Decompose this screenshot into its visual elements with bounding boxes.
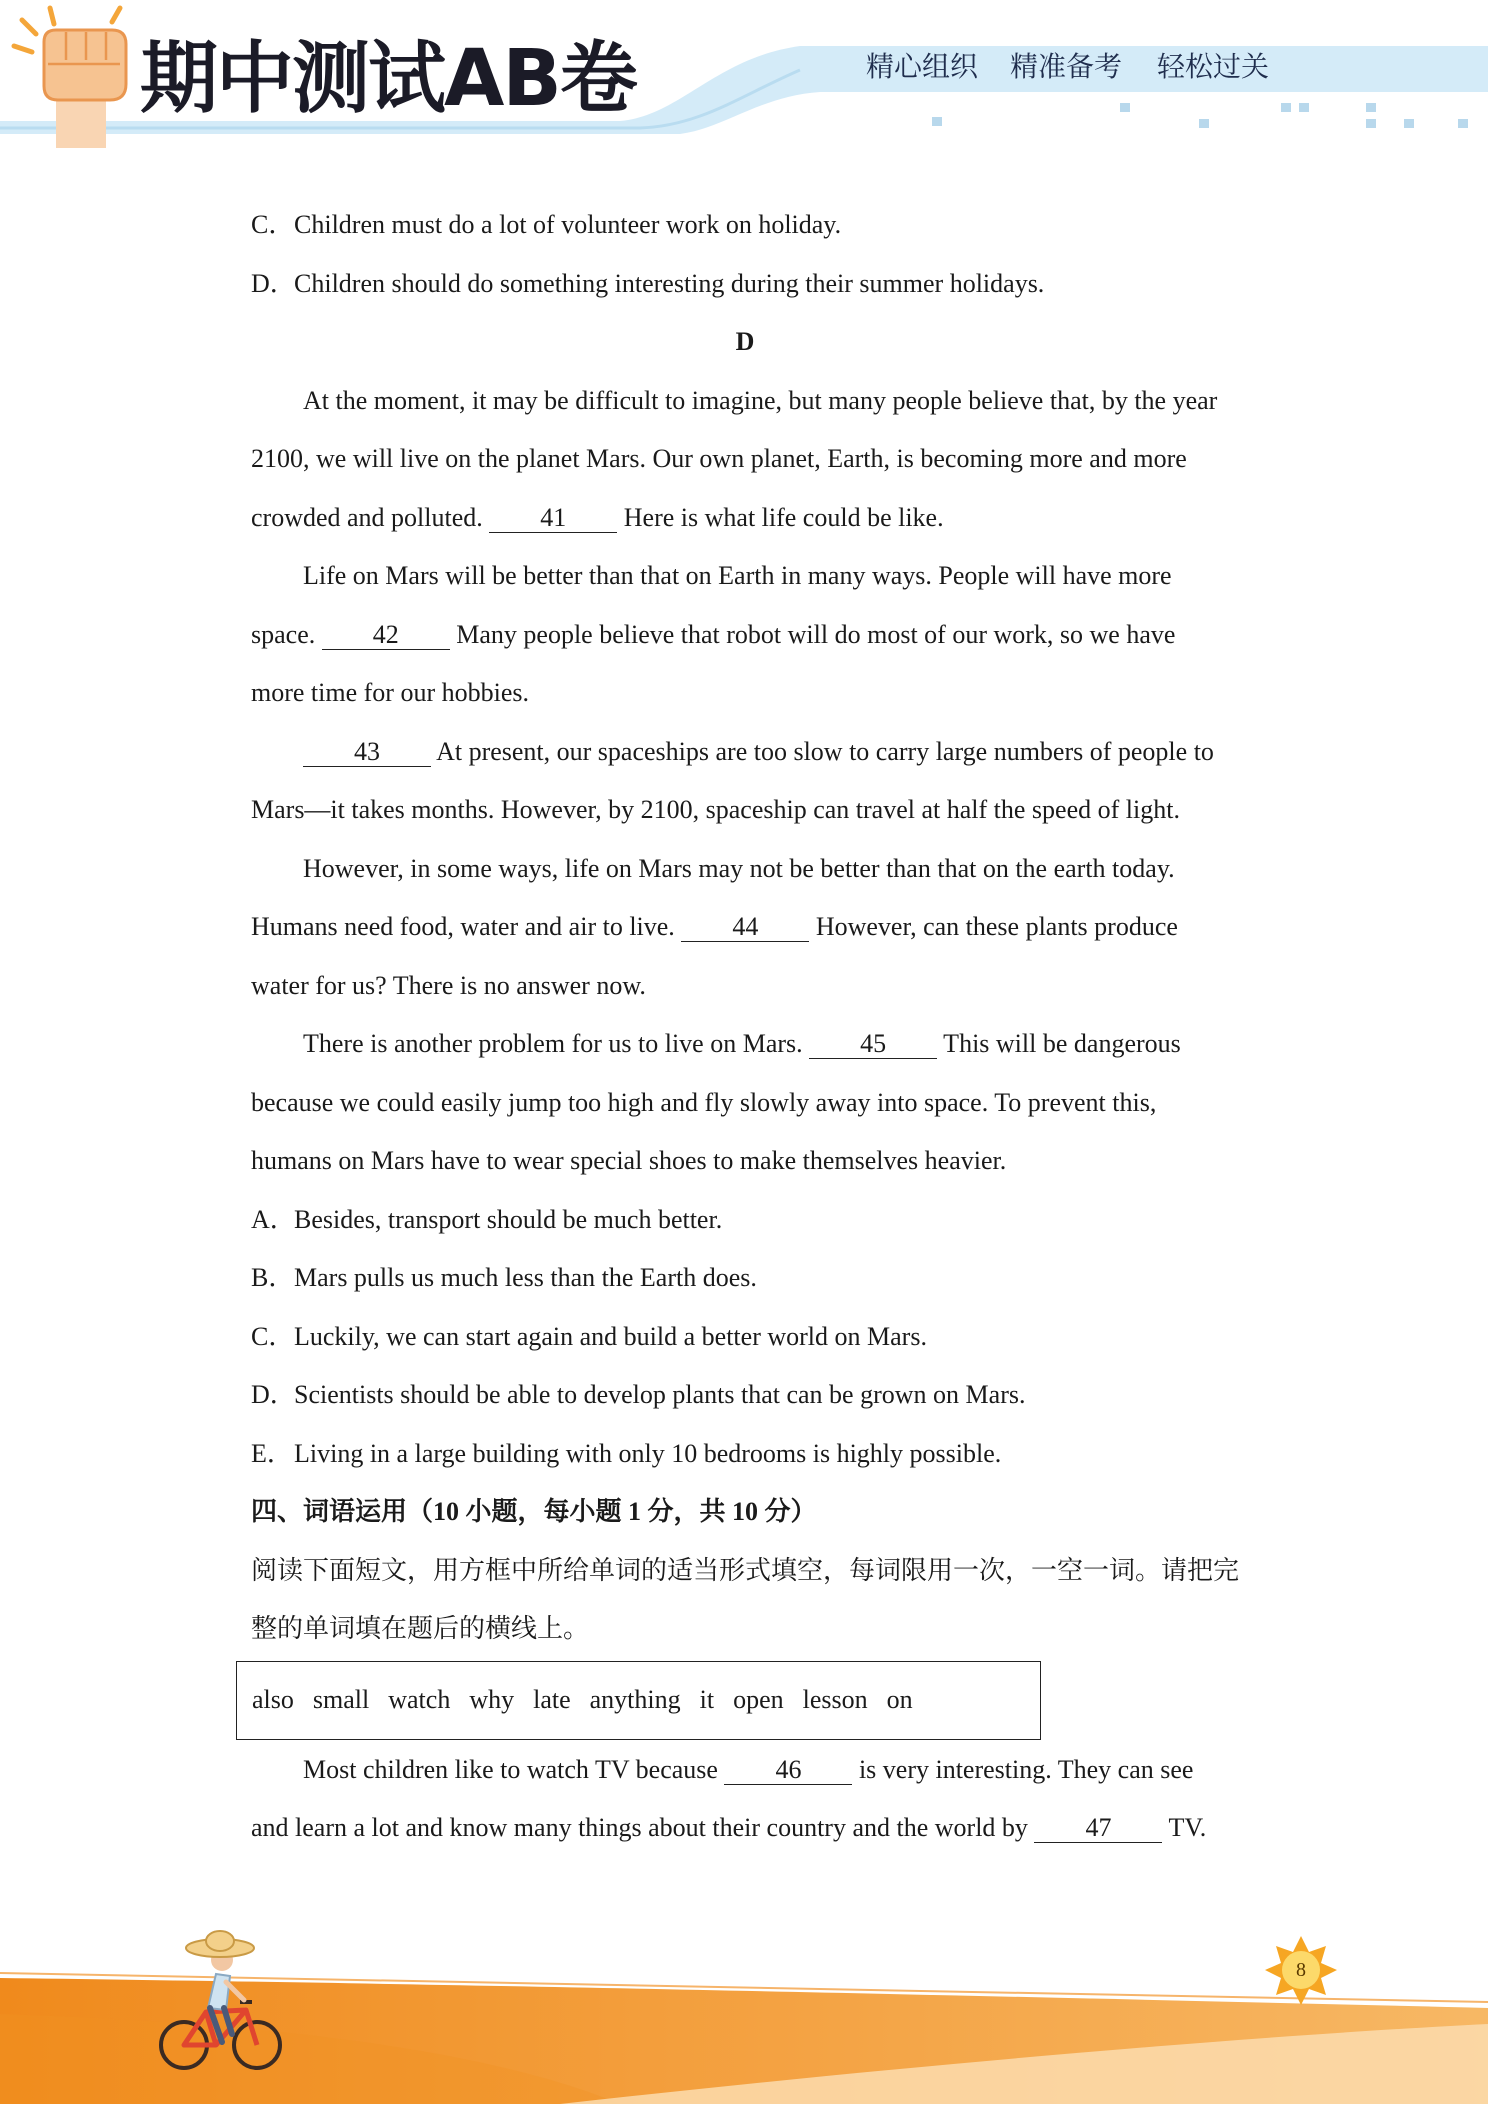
- passage-line: water for us? There is no answer now.: [251, 970, 646, 1000]
- passage-line: Life on Mars will be better than that on Earth in many ways. People will have more: [303, 561, 1172, 590]
- option-letter: A．: [251, 1204, 296, 1234]
- answer-blank-45: 45: [809, 1030, 937, 1059]
- slogan-1: 精心组织: [866, 50, 979, 83]
- line-text: This will be dangerous: [937, 1029, 1181, 1058]
- passage-line: humans on Mars have to wear special shoes to make themselves heavier.: [251, 1146, 1007, 1175]
- section-label-d: D: [735, 327, 755, 356]
- answer-blank-42: 42: [322, 621, 450, 650]
- line-text: Here is what life could be like.: [617, 502, 944, 532]
- option-c: [251, 1308, 1261, 1367]
- word-box-item: why: [469, 1685, 515, 1714]
- passage-line: [251, 606, 1261, 665]
- word-box-item: anything: [589, 1685, 681, 1714]
- word-box-item: it: [699, 1685, 715, 1714]
- passage-line: because we could easily jump too high and fly slowly away into space. To prevent this,: [251, 1087, 1157, 1117]
- option-a: [251, 1191, 1261, 1250]
- passage-line: However, in some ways, life on Mars may not be better than that on the earth today.: [303, 853, 1175, 883]
- passage-line: [251, 723, 1261, 782]
- line-text: space.: [251, 619, 322, 649]
- line-text: Many people believe that robot will do most of our work, so we have: [449, 619, 1176, 649]
- footer-graphic: [0, 1894, 1488, 2104]
- word-box-item: also: [252, 1685, 294, 1714]
- word-box-item: on: [886, 1685, 913, 1714]
- slogan-3: 轻松过关: [1157, 50, 1270, 83]
- answer-blank-47: 47: [1034, 1814, 1162, 1843]
- answer-blank-46: 46: [724, 1756, 852, 1785]
- word-box-item: small: [312, 1685, 370, 1714]
- passage-line: Mars—it takes months. However, by 2100, spaceship can travel at half the speed of light.: [251, 795, 1180, 824]
- option-text: Luckily, we can start again and build a better world on Mars.: [294, 1321, 927, 1351]
- option-d: [251, 1366, 1261, 1425]
- answer-blank-43: 43: [303, 738, 431, 767]
- line-text: At present, our spaceships are too slow to carry large numbers of people to: [431, 736, 1214, 766]
- word-box: [236, 1661, 1041, 1740]
- slogan-2: 精准备考: [1010, 50, 1123, 83]
- answer-blank-44: 44: [681, 913, 809, 942]
- passage-line: 2100, we will live on the planet Mars. Our own planet, Earth, is becoming more and more: [251, 444, 1187, 473]
- passage-line: [251, 1015, 1261, 1074]
- word-box-item: late: [533, 1685, 571, 1714]
- option-text: Besides, transport should be much better.: [294, 1204, 723, 1234]
- passage-line: [251, 1799, 1261, 1858]
- instruction-line: 阅读下面短文，用方框中所给单词的适当形式填空，每词限用一次，一空一词。请把完: [251, 1555, 1240, 1585]
- option-text: Children should do something interesting during their summer holidays.: [294, 268, 1045, 298]
- option-b: [251, 1249, 1261, 1308]
- word-box-item: open: [733, 1685, 784, 1714]
- line-text: However, can these plants produce: [809, 912, 1178, 941]
- prev-option-d: [251, 255, 1261, 314]
- line-text: Humans need food, water and air to live.: [251, 912, 682, 941]
- passage-line: [251, 1741, 1261, 1800]
- passage-line: [251, 489, 1261, 548]
- option-text: Scientists should be able to develop plants that can be grown on Mars.: [294, 1380, 1026, 1409]
- page-number: 8: [1296, 1959, 1306, 1981]
- line-text: is very interesting. They can see: [852, 1754, 1194, 1784]
- line-text: There is another problem for us to live on Mars.: [303, 1029, 810, 1058]
- option-letter: C．: [251, 210, 295, 239]
- option-text: Living in a large building with only 10 bedrooms is highly possible.: [294, 1438, 1002, 1468]
- header-dots: [932, 103, 1468, 128]
- section-4-heading: 四、词语运用（10 小题，每小题 1 分，共 10 分）: [251, 1497, 817, 1526]
- option-text: Children must do a lot of volunteer work on holiday.: [294, 210, 842, 239]
- line-text: and learn a lot and know many things about their country and the world by: [251, 1813, 1035, 1842]
- option-letter: E．: [251, 1438, 293, 1468]
- passage-line: [251, 898, 1261, 957]
- passage-line: more time for our hobbies.: [251, 678, 529, 707]
- line-text: Most children like to watch TV because: [303, 1754, 725, 1784]
- word-box-item: watch: [388, 1685, 451, 1714]
- option-text: Mars pulls us much less than the Earth does.: [294, 1263, 757, 1292]
- option-letter: C．: [251, 1321, 295, 1351]
- word-box-item: lesson: [802, 1685, 868, 1714]
- instruction-line: 整的单词填在题后的横线上。: [251, 1614, 590, 1643]
- passage-line: At the moment, it may be difficult to imagine, but many people believe that, by the year: [303, 385, 1218, 415]
- page-body: [251, 196, 1261, 1858]
- answer-blank-41: 41: [489, 504, 617, 533]
- option-letter: D．: [251, 1380, 296, 1409]
- prev-option-c: [251, 196, 1261, 255]
- option-e: [251, 1425, 1261, 1484]
- option-letter: D．: [251, 268, 296, 298]
- option-letter: B．: [251, 1263, 295, 1292]
- line-text: TV.: [1162, 1813, 1207, 1842]
- paper-title: 期中测试AB卷: [140, 34, 636, 124]
- line-text: crowded and polluted.: [251, 502, 490, 532]
